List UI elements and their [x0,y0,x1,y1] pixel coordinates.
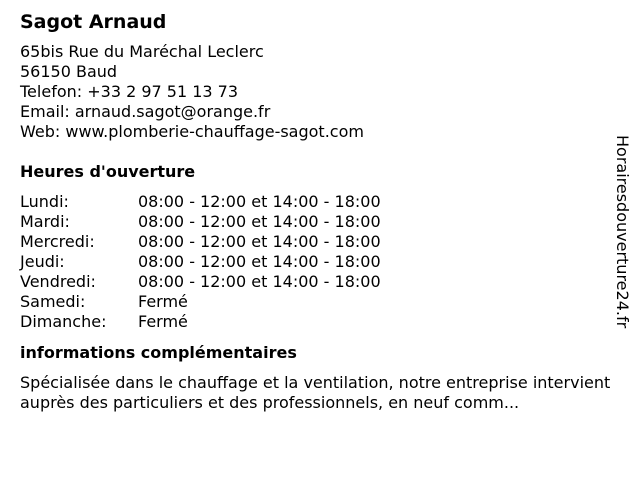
hours-row-mardi [20,212,620,232]
hours-row-samedi [20,292,620,312]
hours-time: 08:00 - 12:00 et 14:00 - 18:00 [138,232,381,251]
hours-day: Vendredi: [20,272,96,291]
info-heading: informations complémentaires [20,343,297,362]
hours-row-vendredi [20,272,620,292]
hours-row-dimanche [20,312,620,332]
web-line: Web: www.plomberie-chauffage-sagot.com [20,122,364,141]
hours-day: Mardi: [20,212,70,231]
hours-table [20,192,620,332]
hours-time: 08:00 - 12:00 et 14:00 - 18:00 [138,272,381,291]
hours-time: 08:00 - 12:00 et 14:00 - 18:00 [138,212,381,231]
email-line: Email: arnaud.sagot@orange.fr [20,102,271,121]
hours-day: Samedi: [20,292,86,311]
hours-heading: Heures d'ouverture [20,162,196,181]
address-street: 65bis Rue du Maréchal Leclerc [20,42,264,61]
address-city: 56150 Baud [20,62,118,81]
hours-day: Dimanche: [20,312,107,331]
hours-row-mercredi [20,232,620,252]
business-name: Sagot Arnaud [20,11,167,33]
site-watermark: Horairesdouverture24.fr [613,135,632,329]
hours-row-lundi [20,192,620,212]
info-description: Spécialisée dans le chauffage et la ventilation, notre entreprise intervient auprès des particuliers et des professionnels, en neuf comm... [20,373,611,412]
hours-day: Jeudi: [20,252,65,271]
contact-block [20,42,620,142]
hours-time: 08:00 - 12:00 et 14:00 - 18:00 [138,192,381,211]
hours-time: 08:00 - 12:00 et 14:00 - 18:00 [138,252,381,271]
hours-day: Lundi: [20,192,69,211]
hours-day: Mercredi: [20,232,95,251]
business-card [20,10,620,413]
hours-row-jeudi [20,252,620,272]
phone-line: Telefon: +33 2 97 51 13 73 [20,82,239,101]
hours-time: Fermé [138,312,188,331]
hours-time: Fermé [138,292,188,311]
